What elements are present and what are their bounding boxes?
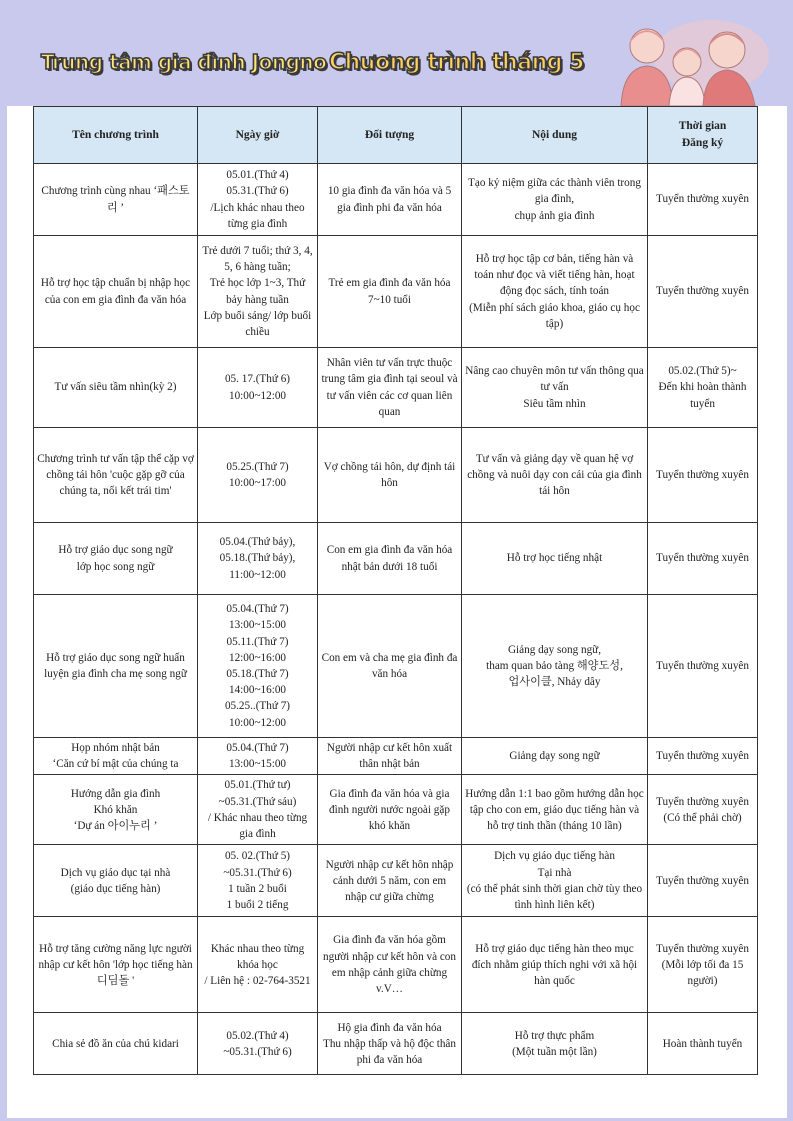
table-row — [34, 775, 758, 845]
content-cell: Giảng dạy song ngữ — [462, 738, 648, 775]
month-title: Chương trình tháng 5 — [329, 50, 584, 75]
target-cell: Gia đình đa văn hóa gồm người nhập cư kết hôn và con em nhập cảnh giữa chừng v.V… — [318, 917, 462, 1013]
content-cell: Hỗ trợ học tập cơ bản, tiếng hàn và toán như đọc và viết tiếng hàn, hoạt động đọc sách, tính toán (Miễn phí sách giáo khoa, giáo cụ học tập) — [462, 236, 648, 348]
column-header: Nội dung — [462, 107, 648, 164]
table-row — [34, 738, 758, 775]
center-name: Trung tâm gia đình Jongno — [41, 50, 327, 74]
registration-cell: Tuyển thường xuyên — [648, 236, 758, 348]
content-cell: Hướng dẫn 1:1 bao gồm hướng dẫn học tập cho con em, giáo dục tiếng hàn và hỗ trợ tinh thần (tháng 10 lần) — [462, 775, 648, 845]
content-cell: Tư vấn và giảng dạy về quan hệ vợ chồng và nuôi dạy con cái của gia đình tái hôn — [462, 428, 648, 523]
content-cell: Hỗ trợ thực phẩm (Một tuần một lần) — [462, 1013, 648, 1075]
target-cell: Con em và cha mẹ gia đình đa văn hóa — [318, 595, 462, 738]
program-name-cell: Họp nhóm nhật bản ‘Căn cứ bí mật của chúng ta — [34, 738, 198, 775]
target-cell: Nhân viên tư vấn trực thuộc trung tâm gia đình tại seoul và tư vấn viên các cơ quan liên quan — [318, 348, 462, 428]
target-cell: Người nhập cư kết hôn nhập cảnh dưới 5 năm, con em nhập cư giữa chừng — [318, 845, 462, 917]
column-header: Đối tượng — [318, 107, 462, 164]
table-row — [34, 595, 758, 738]
registration-cell: Tuyển thường xuyên — [648, 845, 758, 917]
table-row — [34, 236, 758, 348]
page — [7, 6, 787, 1118]
schedule-cell: 05.04.(Thứ 7) 13:00~15:00 05.11.(Thứ 7) 12:00~16:00 05.18.(Thứ 7) 14:00~16:00 05.25..(Thứ 7) 10:00~12:00 — [198, 595, 318, 738]
table-row — [34, 428, 758, 523]
target-cell: Con em gia đình đa văn hóa nhật bản dưới 18 tuổi — [318, 523, 462, 595]
program-name-cell: Dịch vụ giáo dục tại nhà (giáo dục tiếng hàn) — [34, 845, 198, 917]
target-cell: Trẻ em gia đình đa văn hóa 7~10 tuổi — [318, 236, 462, 348]
column-header: Thời gian Đăng ký — [648, 107, 758, 164]
program-name-cell: Hướng dẫn gia đình Khó khăn ‘Dự án 아이누리 ’ — [34, 775, 198, 845]
content-cell: Dịch vụ giáo dục tiếng hàn Tại nhà (có thể phát sinh thời gian chờ tùy theo tình hình liên kết) — [462, 845, 648, 917]
schedule-cell: Trẻ dưới 7 tuổi; thứ 3, 4, 5, 6 hàng tuần; Trẻ học lớp 1~3, Thứ bảy hàng tuần Lớp buổi sáng/ lớp buổi chiều — [198, 236, 318, 348]
target-cell: Hộ gia đình đa văn hóa Thu nhập thấp và hộ độc thân phi đa văn hóa — [318, 1013, 462, 1075]
schedule-cell: 05.25.(Thứ 7) 10:00~17:00 — [198, 428, 318, 523]
program-name-cell: Chia sẻ đồ ăn của chú kidari — [34, 1013, 198, 1075]
program-name-cell: Chương trình cùng nhau ‘패스토리 ’ — [34, 164, 198, 236]
registration-cell: Hoàn thành tuyển — [648, 1013, 758, 1075]
target-cell: Người nhập cư kết hôn xuất thân nhật bản — [318, 738, 462, 775]
table-row — [34, 348, 758, 428]
content-cell: Giảng dạy song ngữ, tham quan bảo tàng 해양도성, 업사이클, Nhảy dây — [462, 595, 648, 738]
target-cell: 10 gia đình đa văn hóa và 5 gia đình phi đa văn hóa — [318, 164, 462, 236]
program-name-cell: Hỗ trợ học tập chuẩn bị nhập học của con em gia đình đa văn hóa — [34, 236, 198, 348]
schedule-cell: 05.01.(Thứ 4) 05.31.(Thứ 6) /Lịch khác nhau theo từng gia đình — [198, 164, 318, 236]
column-header: Ngày giờ — [198, 107, 318, 164]
family-illustration-icon — [599, 16, 769, 106]
table-row — [34, 845, 758, 917]
registration-cell: Tuyển thường xuyên (Mỗi lớp tối đa 15 người) — [648, 917, 758, 1013]
program-table — [33, 106, 758, 1075]
program-name-cell: Hỗ trợ giáo dục song ngữ lớp học song ngữ — [34, 523, 198, 595]
registration-cell: Tuyển thường xuyên — [648, 428, 758, 523]
content-cell: Hỗ trợ giáo dục tiếng hàn theo mục đích nhằm giúp thích nghi với xã hội hàn quốc — [462, 917, 648, 1013]
schedule-cell: 05.02.(Thứ 4) ~05.31.(Thứ 6) — [198, 1013, 318, 1075]
schedule-cell: 05.01.(Thứ tư) ~05.31.(Thứ sáu) / Khác nhau theo từng gia đình — [198, 775, 318, 845]
content-cell: Hỗ trợ học tiếng nhật — [462, 523, 648, 595]
content-cell: Tạo kỷ niệm giữa các thành viên trong gia đình, chụp ảnh gia đình — [462, 164, 648, 236]
table-row — [34, 164, 758, 236]
table-row — [34, 1013, 758, 1075]
header-banner — [7, 6, 787, 106]
table-row — [34, 523, 758, 595]
registration-cell: 05.02.(Thứ 5)~ Đến khi hoàn thành tuyển — [648, 348, 758, 428]
schedule-cell: 05.04.(Thứ 7) 13:00~15:00 — [198, 738, 318, 775]
registration-cell: Tuyển thường xuyên — [648, 595, 758, 738]
schedule-cell: 05. 02.(Thứ 5) ~05.31.(Thứ 6) 1 tuần 2 buổi 1 buổi 2 tiếng — [198, 845, 318, 917]
program-name-cell: Hỗ trợ tăng cường năng lực người nhập cư kết hôn 'lớp học tiếng hàn 디딤돌 ' — [34, 917, 198, 1013]
table-header-row — [34, 107, 758, 164]
schedule-cell: 05.04.(Thứ bảy), 05.18.(Thứ bảy), 11:00~12:00 — [198, 523, 318, 595]
program-name-cell: Hỗ trợ giáo dục song ngữ huấn luyện gia đình cha mẹ song ngữ — [34, 595, 198, 738]
target-cell: Vợ chồng tái hôn, dự định tái hôn — [318, 428, 462, 523]
column-header: Tên chương trình — [34, 107, 198, 164]
registration-cell: Tuyển thường xuyên — [648, 738, 758, 775]
program-name-cell: Chương trình tư vấn tập thể cặp vợ chồng tái hôn 'cuộc gặp gỡ của chúng ta, nối kết trái tim' — [34, 428, 198, 523]
table-row — [34, 917, 758, 1013]
registration-cell: Tuyển thường xuyên (Có thể phải chờ) — [648, 775, 758, 845]
schedule-cell: 05. 17.(Thứ 6) 10:00~12:00 — [198, 348, 318, 428]
content-cell: Nâng cao chuyên môn tư vấn thông qua tư vấn Siêu tầm nhìn — [462, 348, 648, 428]
target-cell: Gia đình đa văn hóa và gia đình người nước ngoài gặp khó khăn — [318, 775, 462, 845]
schedule-cell: Khác nhau theo từng khóa học / Liên hệ : 02-764-3521 — [198, 917, 318, 1013]
registration-cell: Tuyển thường xuyên — [648, 164, 758, 236]
program-name-cell: Tư vấn siêu tầm nhìn(kỳ 2) — [34, 348, 198, 428]
registration-cell: Tuyển thường xuyên — [648, 523, 758, 595]
